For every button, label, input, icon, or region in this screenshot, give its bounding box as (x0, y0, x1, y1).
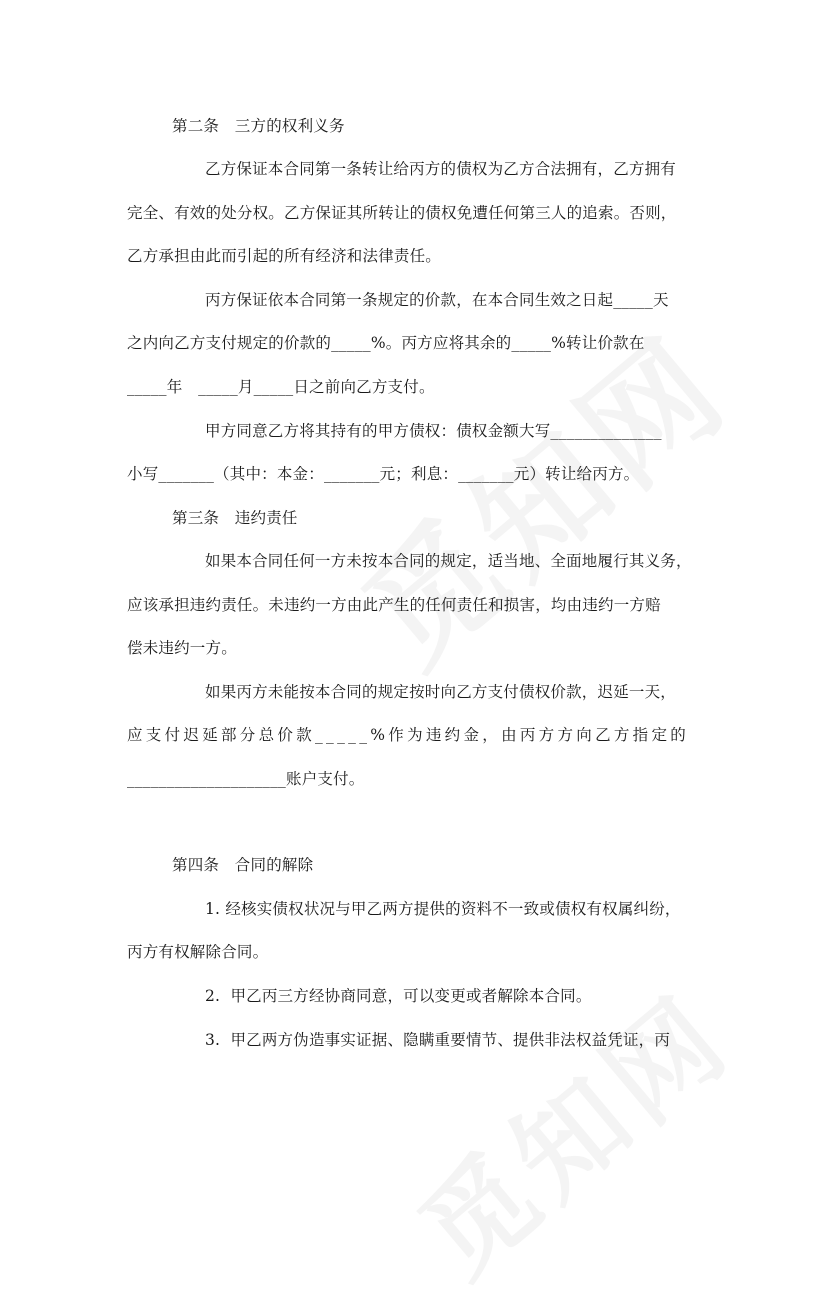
paragraph-line: 乙方承担由此而引起的所有经济和法律责任。 (127, 247, 442, 265)
paragraph-line: 偿未违约一方。 (127, 639, 237, 657)
list-item: 1. 经核实债权状况与甲乙两方提供的资料不一致或债权有权属纠纷， (205, 900, 681, 918)
section-heading-2: 第二条 三方的权利义务 (172, 117, 345, 135)
paragraph-line: _____年 _____月_____日之前向乙方支付。 (127, 378, 435, 396)
paragraph-line: 应支付迟延部分总价款_____%作为违约金，由丙方方向乙方指定的 (127, 726, 690, 744)
paragraph-line: 丙方有权解除合同。 (127, 943, 269, 961)
paragraph-line: 如果本合同任何一方未按本合同的规定，适当地、全面地履行其义务， (205, 552, 692, 570)
paragraph-line: 甲方同意乙方将其持有的甲方债权：债权金额大写______________ (205, 422, 662, 440)
paragraph-line: 如果丙方未能按本合同的规定按时向乙方支付债权价款，迟延一天， (205, 683, 677, 701)
paragraph-line: 丙方保证依本合同第一条规定的价款，在本合同生效之日起_____天 (205, 291, 669, 309)
list-item: 2. 甲乙丙三方经协商同意，可以变更或者解除本合同。 (205, 987, 592, 1005)
section-heading-4: 第四条 合同的解除 (172, 856, 314, 874)
paragraph-line: 小写_______（其中：本金：_______元；利息：_______元）转让给丙方。 (127, 465, 640, 483)
list-item: 3. 甲乙两方伪造事实证据、隐瞒重要情节、提供非法权益凭证，丙 (205, 1031, 671, 1049)
paragraph-line: 应该承担违约责任。未违约一方由此产生的任何责任和损害，均由违约一方赔 (127, 596, 661, 614)
paragraph-line: ____________________账户支付。 (127, 770, 365, 788)
paragraph-line: 完全、有效的处分权。乙方保证其所转让的债权免遭任何第三人的追索。否则， (127, 204, 677, 222)
paragraph-line: 乙方保证本合同第一条转让给丙方的债权为乙方合法拥有，乙方拥有 (205, 160, 677, 178)
paragraph-line: 之内向乙方支付规定的价款的_____%。丙方应将其余的_____%转让价款在 (127, 334, 645, 352)
section-heading-3: 第三条 违约责任 (172, 509, 298, 527)
